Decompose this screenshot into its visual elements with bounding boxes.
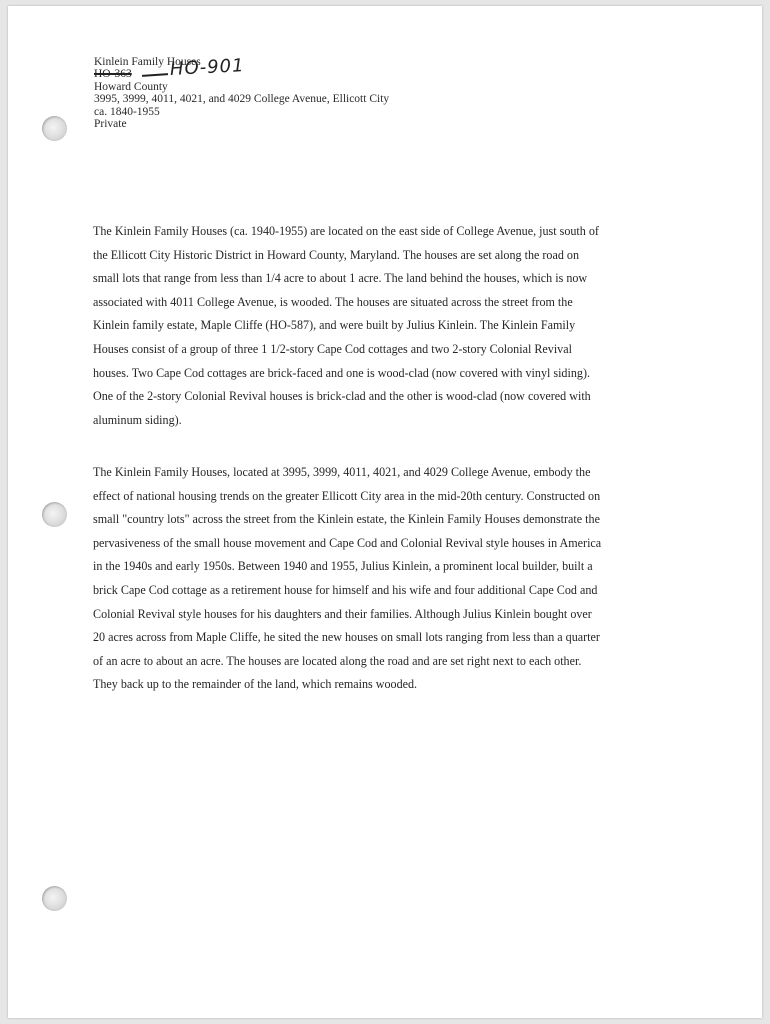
- text-line: The Kinlein Family Houses, located at 3995, 3999, 4011, 4021, and 4029 College Avenue, embody the: [93, 465, 591, 479]
- text-line: Kinlein family estate, Maple Cliffe (HO-587), and were built by Julius Kinlein. The Kinlein Family: [93, 318, 576, 333]
- text-line: 20 acres across from Maple Cliffe, he sited the new houses on small lots ranging from less than a quarter: [93, 630, 600, 645]
- text-line: Colonial Revival style houses for his daughters and their families. Although Julius Kinlein bought over: [93, 606, 592, 621]
- paragraph-significance: [93, 461, 681, 697]
- document-page: [8, 6, 762, 1018]
- handwritten-inventory-number: HO-901: [169, 55, 246, 81]
- text-line: of an acre to about an acre. The houses are located along the road and are set right next to each other.: [93, 653, 582, 668]
- punch-hole-middle: [42, 502, 67, 527]
- text-line: the Ellicott City Historic District in Howard County, Maryland. The houses are set along the road on: [93, 247, 580, 262]
- text-line: aluminum siding).: [93, 412, 182, 427]
- text-line: Houses consist of a group of three 1 1/2-story Cape Cod cottages and two 2-story Colonial Revival: [93, 341, 572, 356]
- text-line: small "country lots" across the street from the Kinlein estate, the Kinlein Family Houses demonstrate the: [93, 512, 600, 527]
- text-line: effect of national housing trends on the greater Ellicott City area in the mid-20th century. Constructed on: [93, 488, 601, 503]
- address: 3995, 3999, 4011, 4021, and 4029 College Avenue, Ellicott City: [94, 93, 390, 106]
- property-title: Kinlein Family Houses: [94, 56, 201, 68]
- text-line: associated with 4011 College Avenue, is wooded. The houses are situated across the street from the: [93, 294, 573, 309]
- county: Howard County: [94, 81, 168, 94]
- text-line: in the 1940s and early 1950s. Between 1940 and 1955, Julius Kinlein, a prominent local builder, built a: [93, 559, 593, 574]
- access-status: Private: [94, 117, 127, 130]
- text-line: pervasiveness of the small house movement and Cape Cod and Colonial Revival style houses in America: [93, 535, 602, 550]
- date-range: ca. 1840-1955: [94, 105, 160, 118]
- struck-inventory-number: HO-363: [94, 68, 132, 81]
- text-line: houses. Two Cape Cod cottages are brick-faced and one is wood-clad (now covered with vinyl siding).: [93, 365, 590, 380]
- handwritten-dash-stroke: [142, 73, 168, 76]
- text-line: brick Cape Cod cottage as a retirement house for himself and his wife and four additional Cape Cod and: [93, 582, 598, 597]
- text-line: They back up to the remainder of the land, which remains wooded.: [93, 677, 418, 692]
- text-line: small lots that range from less than 1/4 acre to about 1 acre. The land behind the houses, which is now: [93, 271, 588, 286]
- punch-hole-bottom: [42, 886, 67, 911]
- paragraph-description: [93, 220, 681, 432]
- text-line: The Kinlein Family Houses (ca. 1940-1955) are located on the east side of College Avenue, just south of: [93, 224, 599, 238]
- text-line: One of the 2-story Colonial Revival houses is brick-clad and the other is wood-clad (now covered with: [93, 389, 591, 404]
- document-header: [94, 56, 389, 130]
- punch-hole-top: [42, 116, 67, 141]
